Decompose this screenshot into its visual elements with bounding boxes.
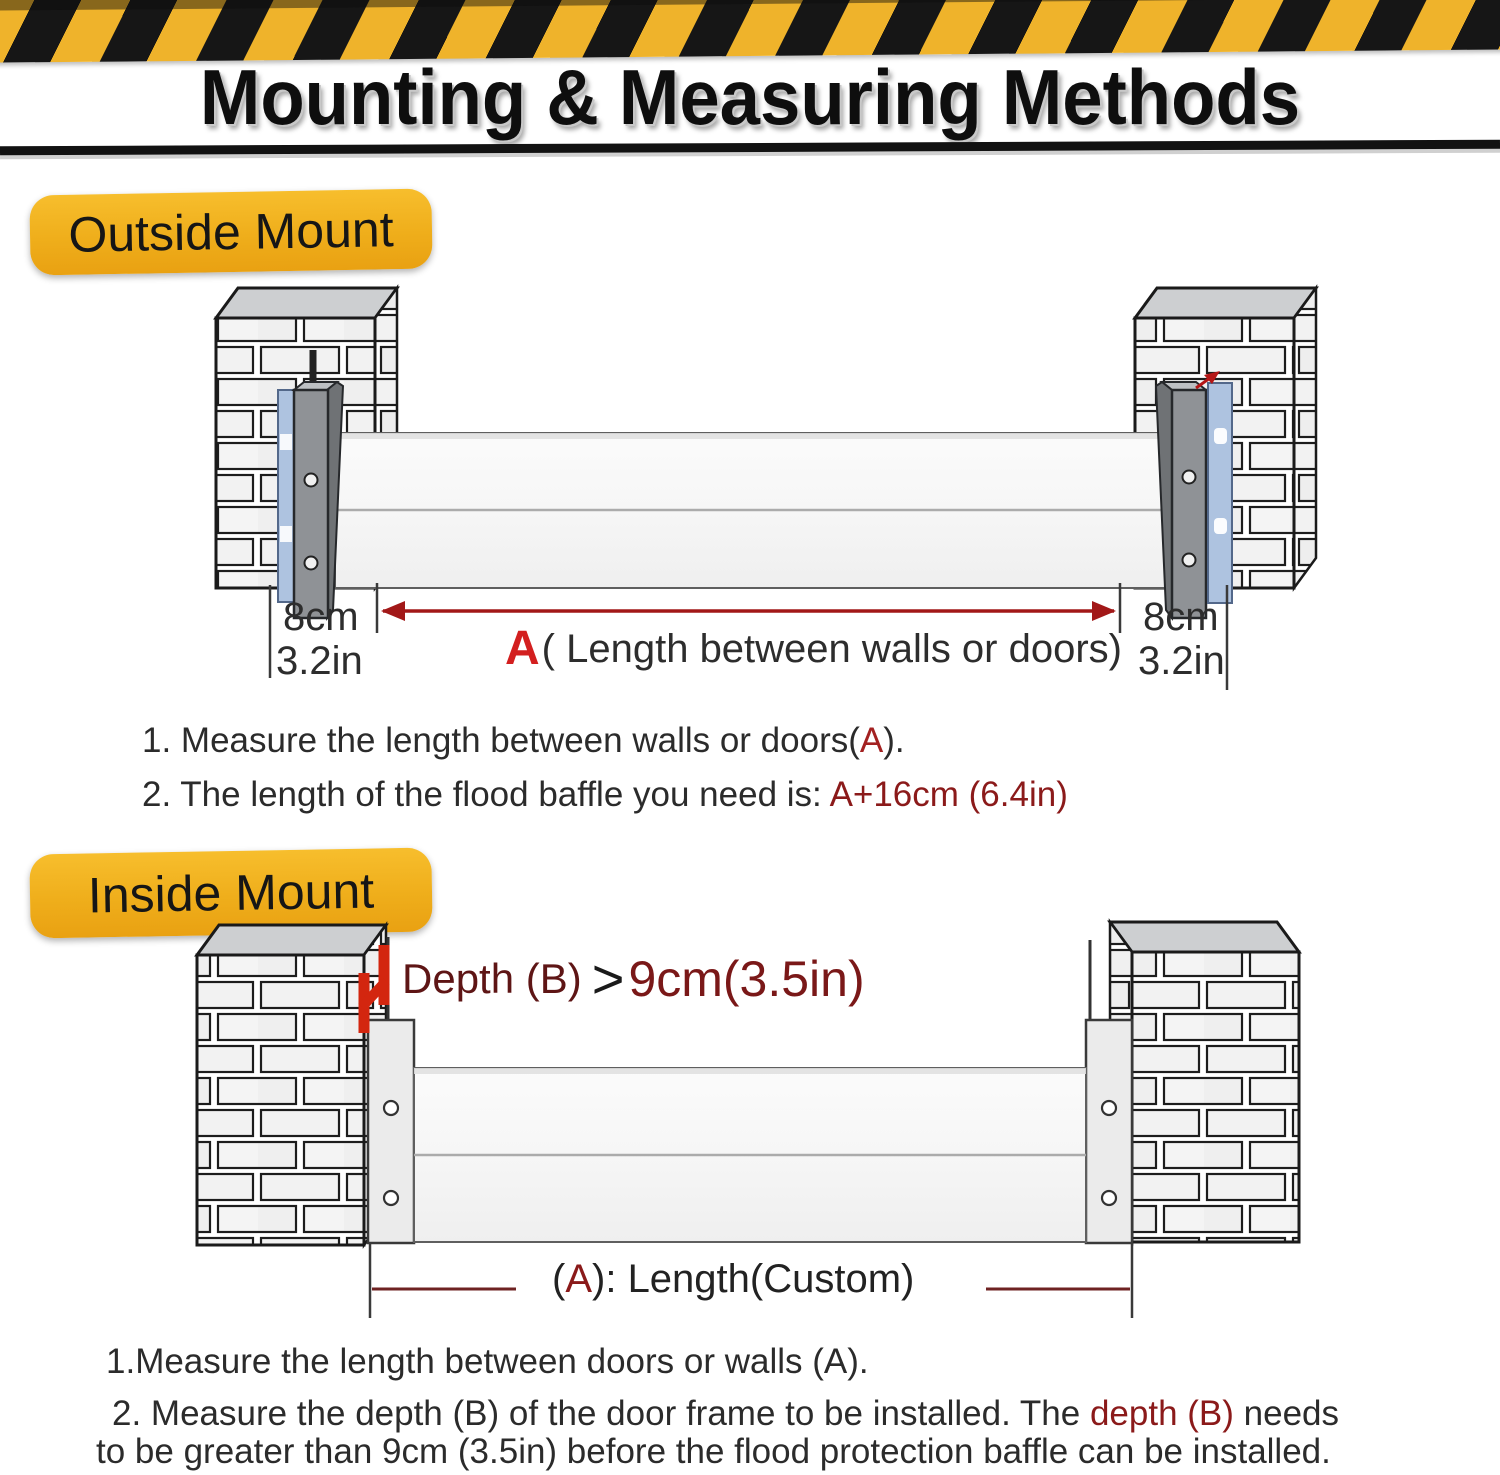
inside-instruction-2: 2. Measure the depth (B) of the door frame to be installed. The depth (B) needs <box>112 1394 1340 1433</box>
page-title: Mounting & Measuring Methods <box>199 53 1301 141</box>
depth-b-label: Depth (B) > 9cm(3.5in) <box>402 947 865 1010</box>
outside-flood-barrier-panel <box>335 433 1175 588</box>
inside-instruction-1: 1.Measure the length between doors or walls (A). <box>106 1342 869 1381</box>
outside-left-offset-cm: 8cm <box>283 595 359 639</box>
outside-right-gasket-strip <box>1208 383 1232 603</box>
greater-than-sign: > <box>591 947 625 1010</box>
span-letter-a: A <box>505 622 540 675</box>
outside-instruction-1: 1. Measure the length between walls or doors(A). <box>142 721 905 760</box>
outside-mount-badge <box>29 188 432 275</box>
inside-flood-barrier-panel <box>414 1068 1086 1242</box>
hazard-top-shadow <box>0 0 1500 11</box>
outside-span-label: A ( Length between walls or doors) <box>505 622 1122 675</box>
inside-right-brick-pillar <box>1110 922 1299 1242</box>
inside-mount-badge-label: Inside Mount <box>87 862 375 924</box>
outside-right-offset-inch: 3.2in <box>1138 639 1225 683</box>
outside-left-offset-inch: 3.2in <box>276 639 363 683</box>
outside-mount-badge-label: Outside Mount <box>67 201 395 263</box>
outside-right-offset-cm: 8cm <box>1143 595 1219 639</box>
outside-left-gasket-strip <box>278 390 294 602</box>
inside-instruction-3: to be greater than 9cm (3.5in) before the flood protection baffle can be installed. <box>96 1432 1331 1471</box>
length-custom-label: (A): Length(Custom) <box>552 1257 915 1301</box>
outside-instruction-2: 2. The length of the flood baffle you need is: A+16cm (6.4in) <box>142 775 1068 814</box>
inside-left-brick-pillar <box>197 925 386 1245</box>
